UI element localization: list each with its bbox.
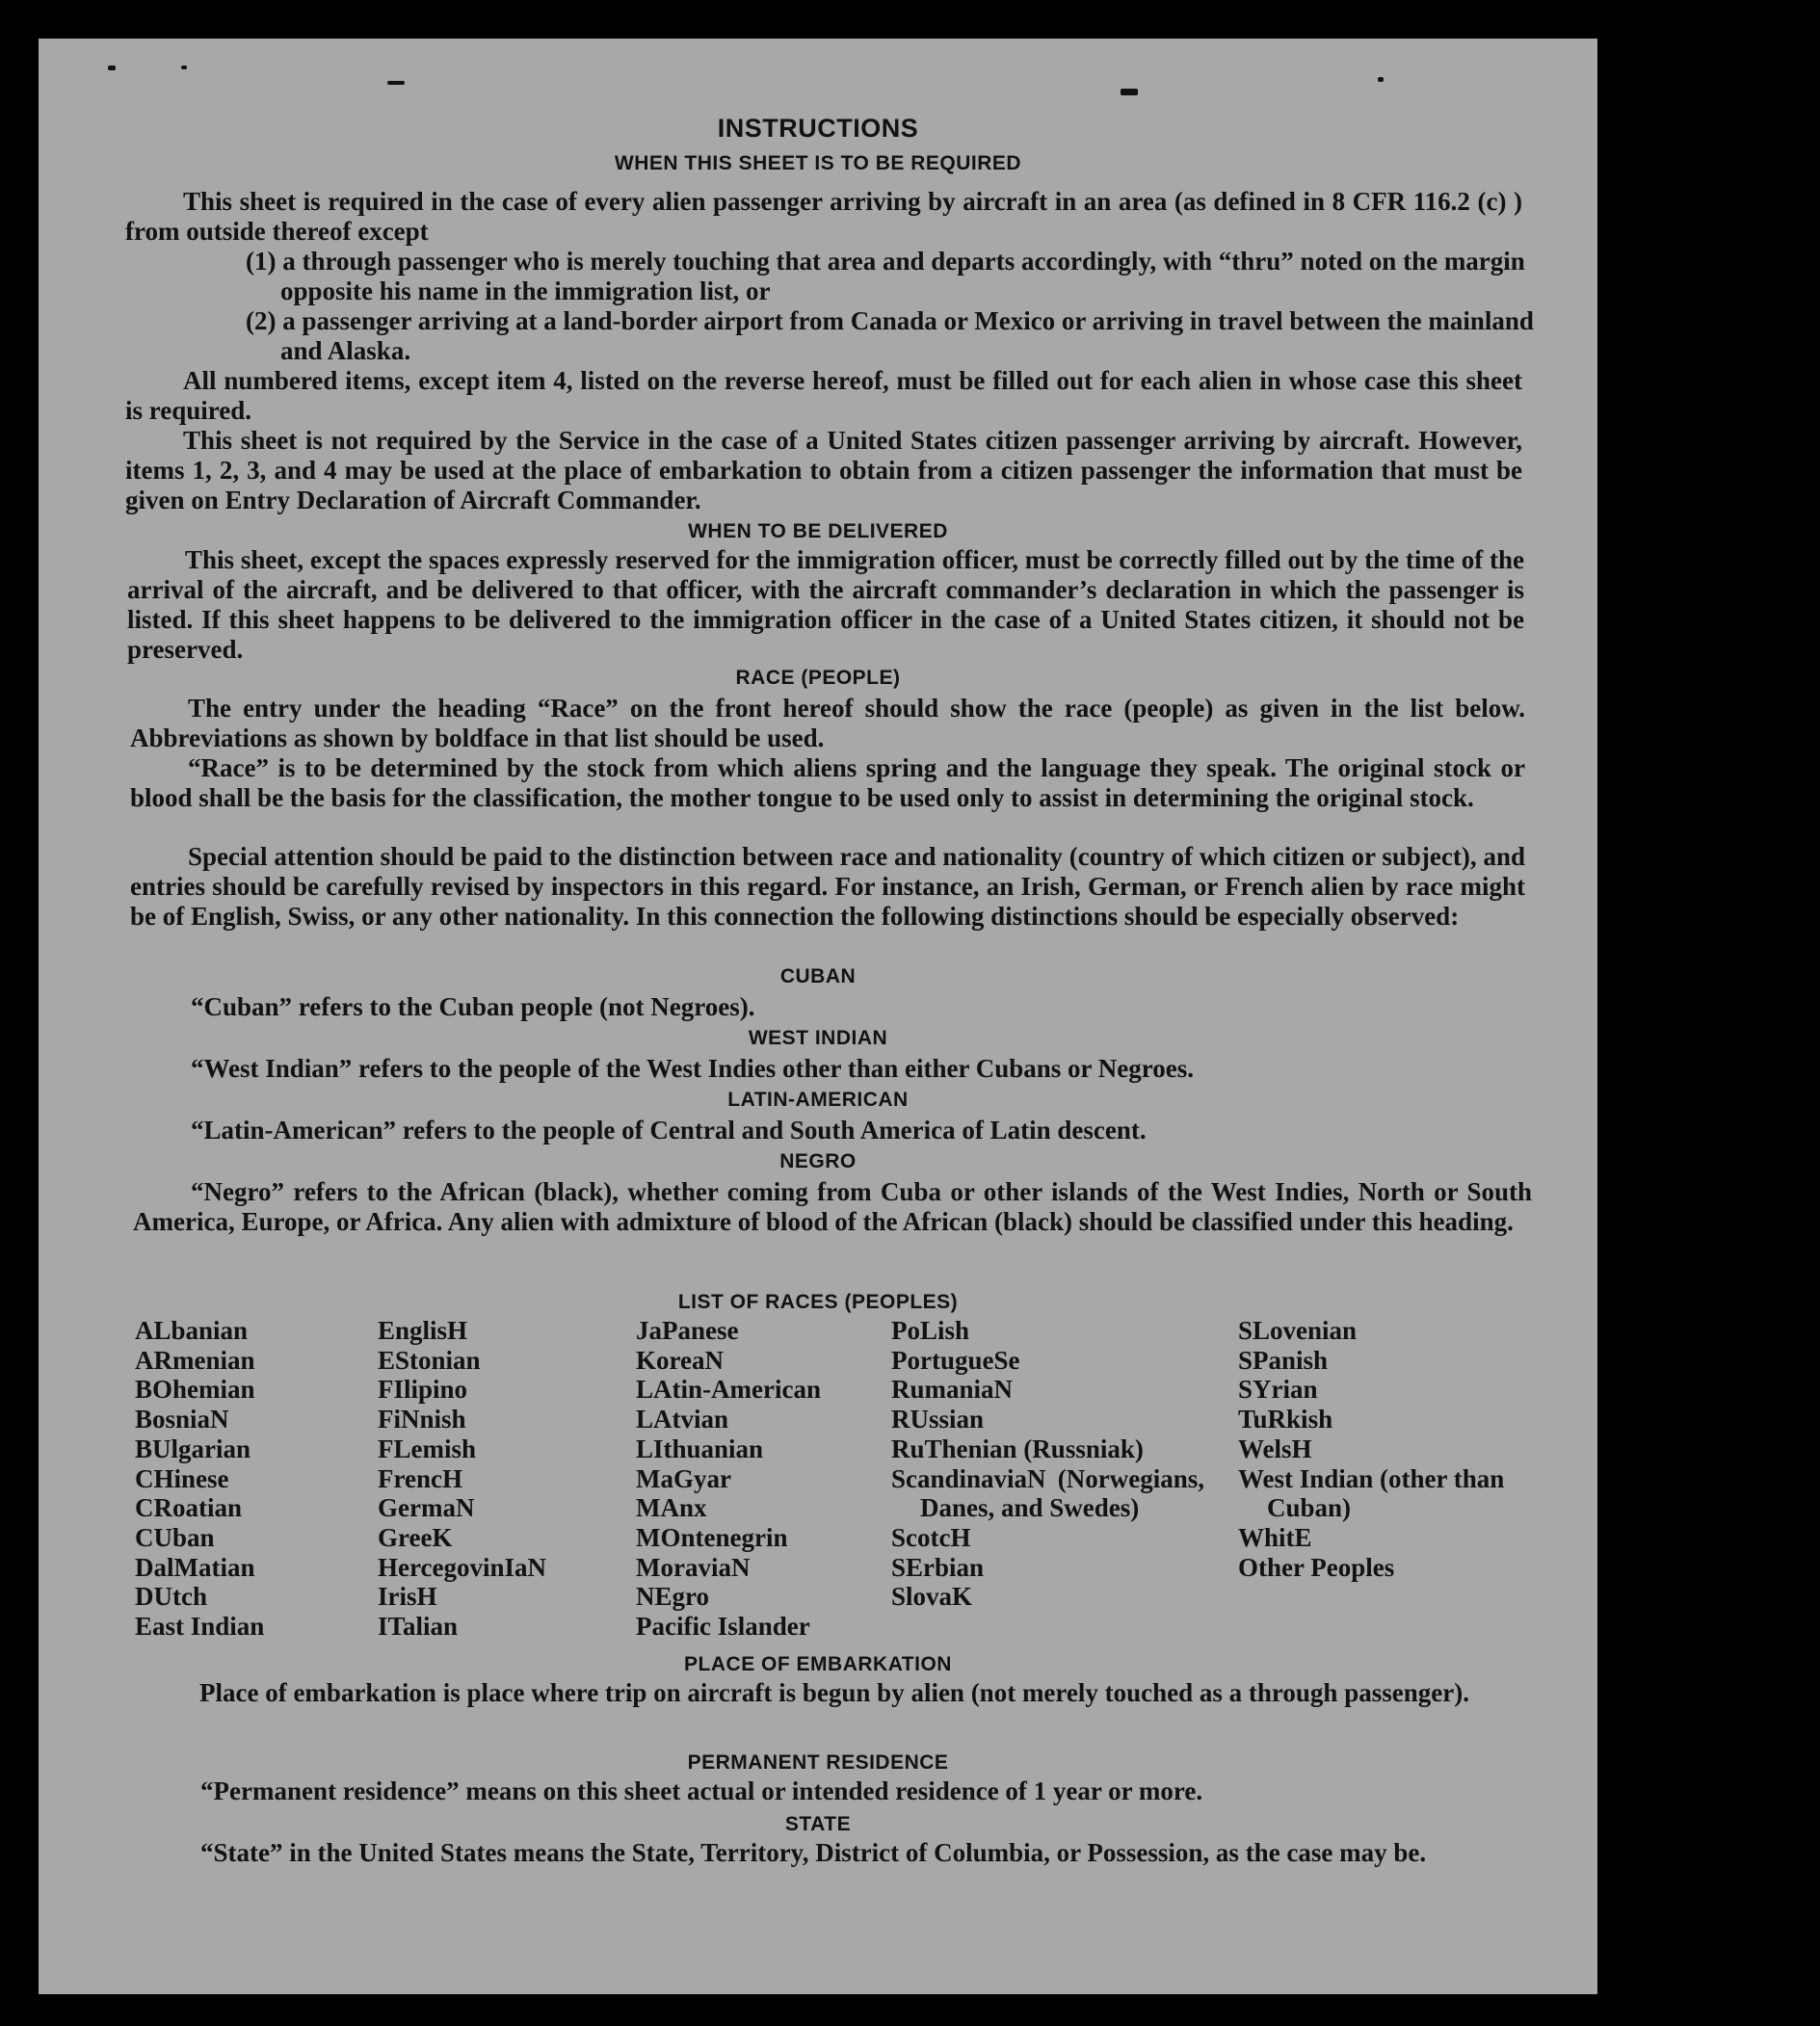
race-list-column-4 [891, 1316, 1204, 1612]
race-entry: JaPanese [636, 1316, 739, 1345]
delivered-text: This sheet, except the spaces expressly reserved for the immigration officer, must be correctly filled out by the time of the arrival of the aircraft, and be delivered to that officer, with the aircraft commander’s declaration in which the passenger is listed. If this sheet happens to be delivered to the immigration officer in the case of a United States citizen, it should not be preserved. [127, 545, 1524, 664]
embarkation-text: Place of embarkation is place where trip on aircraft is begun by alien (not merely touched as a through passenger). [199, 1678, 1469, 1707]
race-entry: LAtin-American [636, 1375, 821, 1405]
race-entry: WhitE [1238, 1522, 1312, 1552]
race-entry: ScotcH [891, 1522, 971, 1552]
race-entry: CRoatian [135, 1493, 243, 1523]
race-entry: WelsH [1238, 1434, 1312, 1463]
race-entry: SlovaK [891, 1582, 973, 1612]
heading-when-delivered: WHEN TO BE DELIVERED [688, 520, 948, 542]
race-entry: DalMatian [135, 1552, 255, 1582]
race-entry: NEgro [636, 1582, 710, 1612]
race-entry: LAtvian [636, 1405, 729, 1434]
race-entry: ARmenian [135, 1345, 255, 1375]
race-p2: “Race” is to be determined by the stock from which aliens spring and the language they speak. The original stock or blood shall be the basis for the classification, the mother tongue to be used only to assist in determining the original stock. [130, 753, 1525, 812]
required-numbered-items: All numbered items, except item 4, listed on the reverse hereof, must be filled out for each alien in whose case this sheet is required. [125, 366, 1522, 425]
west-indian-text: “West Indian” refers to the people of the West Indies other than either Cubans or Negroes. [191, 1054, 1195, 1083]
race-entry: RUssian [891, 1405, 985, 1434]
race-entry: EStonian [378, 1345, 481, 1375]
race-entry: FrencH [378, 1463, 462, 1493]
race-entry: East Indian [135, 1612, 265, 1642]
race-entry: FIlipino [378, 1375, 468, 1405]
race-entry: Other Peoples [1238, 1552, 1395, 1582]
exception-item-2: (2) a passenger arriving at a land-border airport from Canada or Mexico or arriving in travel between the mainland and Alaska. [246, 306, 1534, 365]
race-entry: RuThenian (Russniak) [891, 1434, 1144, 1463]
race-entry: TuRkish [1238, 1405, 1333, 1434]
race-entry: RumaniaN [891, 1375, 1014, 1405]
race-entry: CHinese [135, 1463, 229, 1493]
race-entry: FiNnish [378, 1405, 466, 1434]
race-entry: KoreaN [636, 1345, 724, 1375]
race-entry: DUtch [135, 1582, 207, 1612]
cuban-text: “Cuban” refers to the Cuban people (not Negroes). [191, 992, 755, 1021]
residence-text: “Permanent residence” means on this sheet actual or intended residence of 1 year or more. [200, 1776, 1203, 1805]
race-entry: SPanish [1238, 1345, 1329, 1375]
race-entry: EnglisH [378, 1316, 468, 1345]
heading-race: RACE (PEOPLE) [735, 667, 901, 689]
required-intro: This sheet is required in the case of every alien passenger arriving by aircraft in an area (as defined in 8 CFR 116.2 (c) ) from outside thereof except [125, 187, 1522, 246]
instructions-title: INSTRUCTIONS [717, 114, 919, 143]
race-entry: FLemish [378, 1434, 477, 1463]
race-entry: IrisH [378, 1582, 437, 1612]
heading-negro: NEGRO [779, 1150, 857, 1172]
race-entry: ITalian [378, 1612, 459, 1642]
heading-cuban: CUBAN [779, 965, 857, 987]
heading-state: STATE [784, 1813, 852, 1835]
heading-permanent-residence: PERMANENT RESIDENCE [687, 1751, 949, 1774]
race-p3: Special attention should be paid to the distinction between race and nationality (country of which citizen or subject), and entries should be carefully revised by inspectors in this regard. For instance, an Irish, German, or French alien by race might be of English, Swiss, or any other nationality. In this connection the following distinctions should be especially observed: [130, 842, 1525, 931]
race-entry: PortugueSe [891, 1345, 1020, 1375]
race-entry: SLovenian [1238, 1316, 1358, 1345]
race-entry: MoraviaN [636, 1552, 751, 1582]
race-list-column-5 [1238, 1316, 1532, 1582]
race-entry: BUlgarian [135, 1434, 251, 1463]
heading-when-required: WHEN THIS SHEET IS TO BE REQUIRED [614, 152, 1022, 174]
document-sheet [39, 39, 1597, 1994]
negro-text: “Negro” refers to the African (black), whether coming from Cuba or other islands of the West Indies, North or South America, Europe, or Africa. Any alien with admixture of blood of the African (black) should be classified under this heading. [133, 1177, 1532, 1236]
race-entry: West Indian (other than Cuban) [1238, 1463, 1505, 1523]
race-entry: ScandinaviaN (Norwegians, Danes, and Swedes) [891, 1463, 1204, 1523]
race-entry: GermaN [378, 1493, 475, 1523]
race-entry: MAnx [636, 1493, 707, 1523]
exception-item-1: (1) a through passenger who is merely touching that area and departs accordingly, with “thru” noted on the margin opposite his name in the immigration list, or [246, 247, 1525, 305]
heading-list-of-races: LIST OF RACES (PEOPLES) [677, 1291, 959, 1313]
race-entry: MOntenegrin [636, 1522, 788, 1552]
race-list-column-3 [636, 1316, 867, 1642]
race-entry: ALbanian [135, 1316, 249, 1345]
race-entry: BosniaN [135, 1405, 229, 1434]
race-entry: SYrian [1238, 1375, 1318, 1405]
race-entry: GreeK [378, 1522, 453, 1552]
race-list-column-2 [378, 1316, 590, 1642]
state-text: “State” in the United States means the State, Territory, District of Columbia, or Possession, as the case may be. [200, 1838, 1427, 1867]
heading-latin-american: LATIN-AMERICAN [727, 1089, 909, 1111]
race-entry: BOhemian [135, 1375, 255, 1405]
heading-place-of-embarkation: PLACE OF EMBARKATION [684, 1653, 952, 1675]
race-p1: The entry under the heading “Race” on the front hereof should show the race (people) as given in the list below. Abbreviations as shown by boldface in that list should be used. [130, 694, 1525, 752]
race-list-column-1 [135, 1316, 356, 1642]
race-entry: PoLish [891, 1316, 970, 1345]
required-citizen: This sheet is not required by the Service in the case of a United States citizen passenger arriving by aircraft. However, items 1, 2, 3, and 4 may be used at the place of embarkation to obtain from a citizen passenger the information that must be given on Entry Declaration of Aircraft Commander. [125, 426, 1522, 514]
race-entry: HercegovinIaN [378, 1552, 546, 1582]
heading-west-indian: WEST INDIAN [748, 1027, 888, 1049]
race-entry: SErbian [891, 1552, 985, 1582]
latin-american-text: “Latin-American” refers to the people of Central and South America of Latin descent. [191, 1116, 1147, 1145]
race-entry: Pacific Islander [636, 1612, 810, 1642]
race-entry: MaGyar [636, 1463, 731, 1493]
race-entry: LIthuanian [636, 1434, 764, 1463]
race-entry: CUban [135, 1522, 215, 1552]
